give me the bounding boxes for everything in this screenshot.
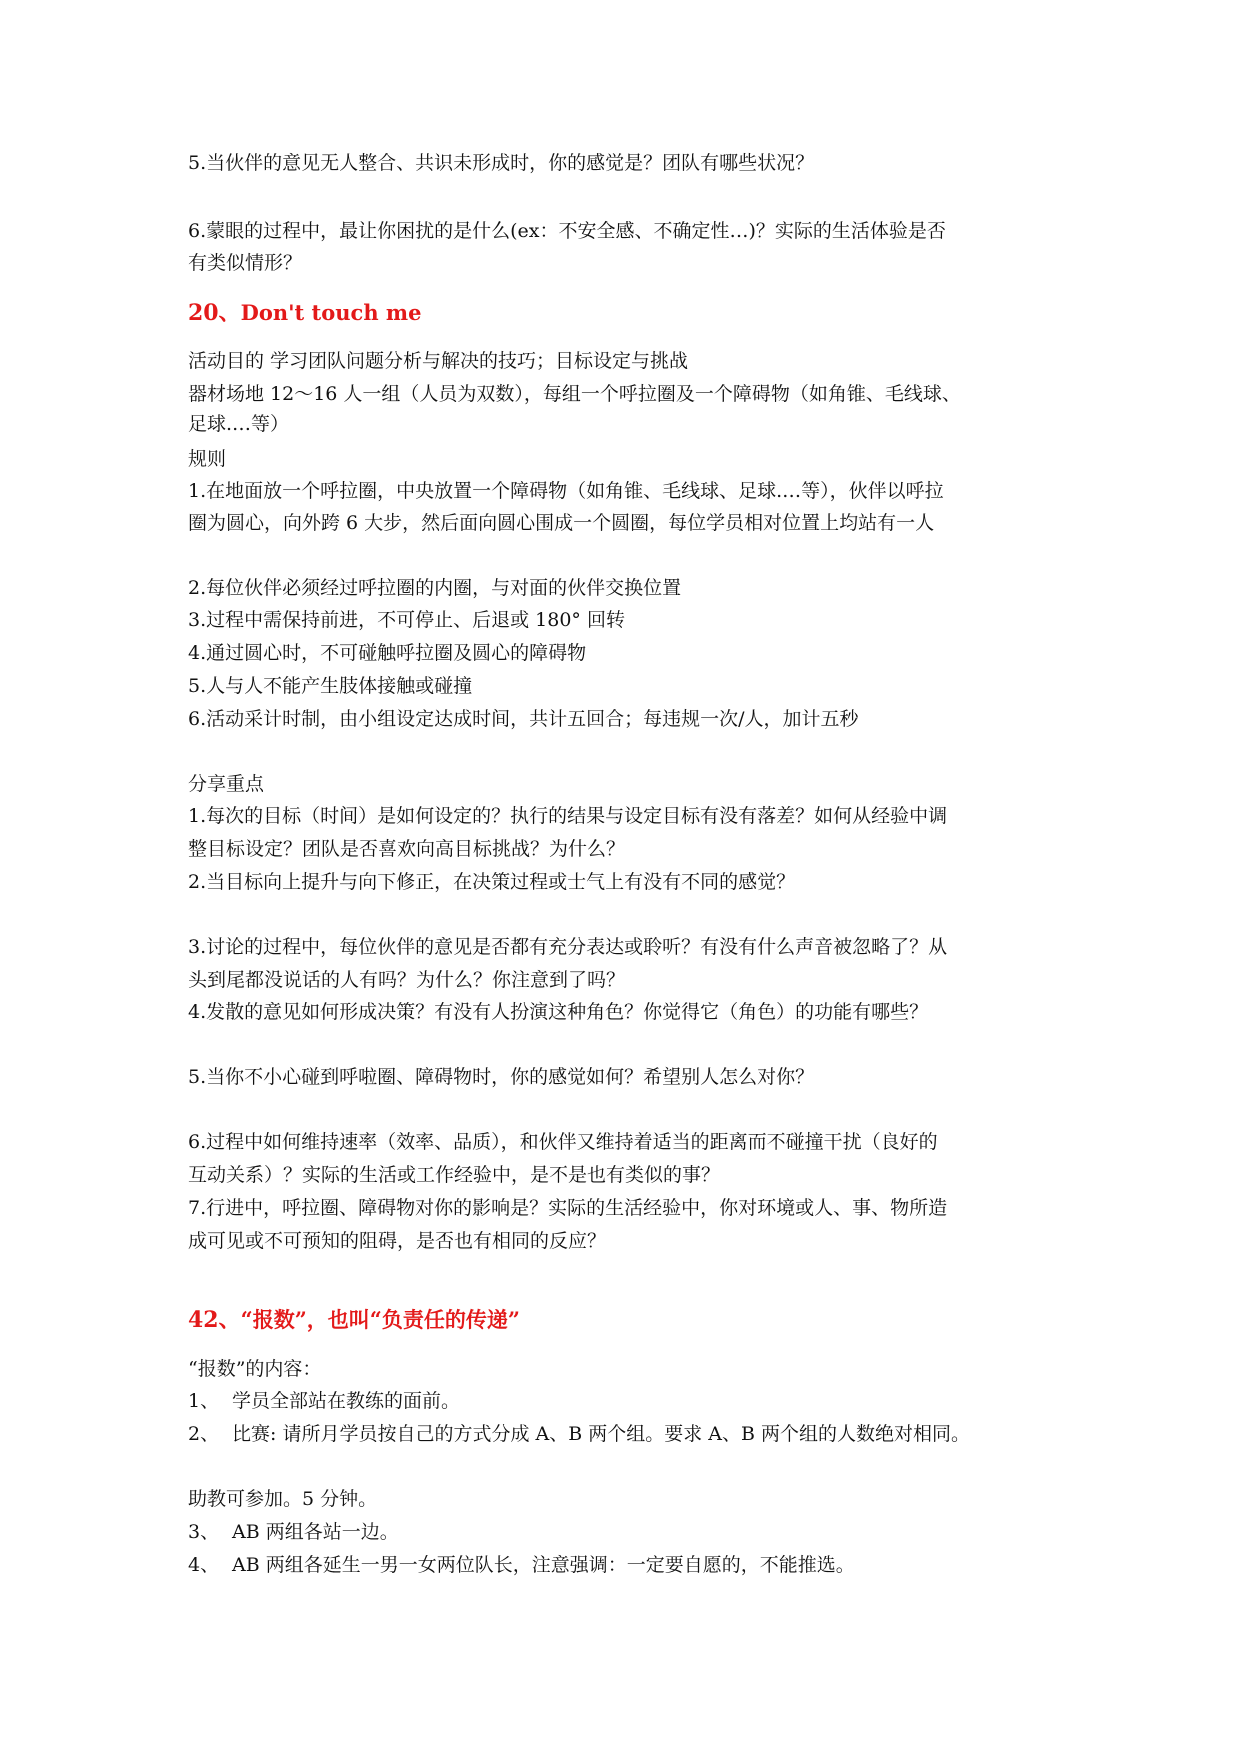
question-5: 5.当伙伴的意见无人整合、共识未形成时，你的感觉是？团队有哪些状况？ <box>188 152 815 174</box>
section-42-heading <box>188 1306 1068 1334</box>
section-42-number: 42、 <box>188 1307 241 1333</box>
list-item-number: 2、 <box>188 1423 220 1445</box>
list-item-text: 比赛: 请所月学员按自己的方式分成 A、B 两个组。要求 A、B 两个组的人数绝对相同。 <box>232 1423 970 1445</box>
list-item-text: 学员全部站在教练的面前。 <box>232 1390 461 1412</box>
share-6-line-2: 互动关系）？实际的生活或工作经验中，是不是也有类似的事？ <box>188 1164 721 1186</box>
rules-title: 规则 <box>188 448 227 470</box>
share-3-line-1: 3.讨论的过程中，每位伙伴的意见是否都有充分表达或聆听？有没有什么声音被忽略了？从 <box>188 936 948 958</box>
share-4: 4.发散的意见如何形成决策？有没有人扮演这种角色？你觉得它（角色）的功能有哪些？ <box>188 1001 929 1023</box>
share-1-line-2: 整目标设定？团队是否喜欢向高目标挑战？为什么？ <box>188 838 626 860</box>
question-6-line-2: 有类似情形？ <box>188 252 303 274</box>
rule-2: 2.每位伙伴必须经过呼拉圈的内圈，与对面的伙伴交换位置 <box>188 577 682 599</box>
share-3-line-2: 头到尾都没说话的人有吗？为什么？你注意到了吗？ <box>188 969 626 991</box>
list-item <box>188 1519 1068 1545</box>
share-6-line-1: 6.过程中如何维持速率（效率、品质），和伙伴又维持着适当的距离而不碰撞干扰（良好的 <box>188 1131 938 1153</box>
list-item-text: AB 两组各站一边。 <box>232 1521 399 1543</box>
list-item-number: 4、 <box>188 1554 220 1576</box>
section-20-title: Don't touch me <box>240 300 422 325</box>
list-item-number: 1、 <box>188 1390 220 1412</box>
list-item-text: AB 两组各延生一男一女两位队长，注意强调：一定要自愿的，不能推选。 <box>232 1554 855 1576</box>
section-20-heading <box>188 299 1068 327</box>
section-20-number: 20、 <box>188 300 241 326</box>
list-item <box>188 1421 1068 1447</box>
share-7-line-1: 7.行进中，呼拉圈、障碍物对你的影响是？实际的生活经验中，你对环境或人、事、物所造 <box>188 1197 948 1219</box>
share-2: 2.当目标向上提升与向下修正，在决策过程或士气上有没有不同的感觉？ <box>188 871 796 893</box>
question-6-line-1: 6.蒙眼的过程中，最让你困扰的是什么(ex：不安全感、不确定性…)？实际的生活体验是否 <box>188 220 946 242</box>
list-item <box>188 1388 1068 1414</box>
rule-3: 3.过程中需保持前进，不可停止、后退或 180° 回转 <box>188 609 625 631</box>
share-title: 分享重点 <box>188 773 265 795</box>
rule-5: 5.人与人不能产生肢体接触或碰撞 <box>188 675 473 697</box>
equipment-line-1: 器材场地 12～16 人一组（人员为双数），每组一个呼拉圈及一个障碍物（如角锥、毛线球、 <box>188 383 961 405</box>
list-item <box>188 1552 1068 1578</box>
rule-4: 4.通过圆心时，不可碰触呼拉圈及圆心的障碍物 <box>188 642 587 664</box>
share-7-line-2: 成可见或不可预知的阻碍，是否也有相同的反应？ <box>188 1230 607 1252</box>
rule-1-line-1: 1.在地面放一个呼拉圈，中央放置一个障碍物（如角锥、毛线球、足球.…等），伙伴以呼拉 <box>188 480 944 502</box>
activity-purpose: 活动目的 学习团队问题分析与解决的技巧；目标设定与挑战 <box>188 350 689 372</box>
section-42-intro: “报数”的内容： <box>188 1358 322 1380</box>
rule-1-line-2: 圈为圆心，向外跨 6 大步，然后面向圆心围成一个圆圈，每位学员相对位置上均站有一人 <box>188 512 935 534</box>
equipment-line-2: 足球.…等） <box>188 413 290 435</box>
assistant-note: 助教可参加。5 分钟。 <box>188 1488 378 1510</box>
list-item-number: 3、 <box>188 1521 220 1543</box>
section-42-title: “报数”，也叫“负责任的传递” <box>240 1307 520 1332</box>
rule-6: 6.活动采计时制，由小组设定达成时间，共计五回合；每违规一次/人，加计五秒 <box>188 708 859 730</box>
share-1-line-1: 1.每次的目标（时间）是如何设定的？执行的结果与设定目标有没有落差？如何从经验中调 <box>188 805 948 827</box>
share-5: 5.当你不小心碰到呼啦圈、障碍物时，你的感觉如何？希望别人怎么对你？ <box>188 1066 815 1088</box>
